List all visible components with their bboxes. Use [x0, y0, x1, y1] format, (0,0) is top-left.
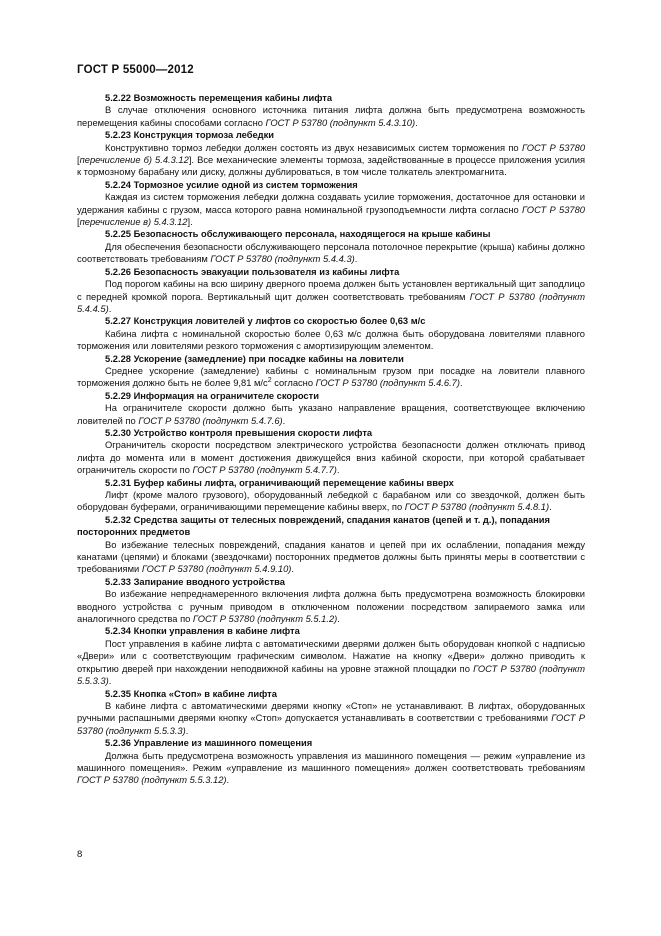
text-run: ]. Все механические элементы тормоза, задействованные в процессе приложения усилия к тормозному барабану или диску, должны дублироваться, в том числе толкатель электромагнита.	[77, 155, 586, 178]
section-heading: 5.2.36 Управление из машинного помещения	[105, 738, 313, 749]
text-run: .	[185, 725, 189, 736]
standard-reference: ГОСТ Р 53780 (подпункт 5.4.4.3)	[210, 254, 355, 265]
section-heading: 5.2.31 Буфер кабины лифта, ограничивающий перемещение кабины вверх	[105, 477, 454, 488]
section-paragraph	[77, 241, 585, 266]
text-run: .	[282, 415, 286, 426]
text-run: .	[291, 564, 295, 575]
section-paragraph	[77, 489, 585, 514]
page-number: 8	[77, 849, 83, 860]
standard-reference: перечисление б) 5.4.3.12	[79, 155, 189, 166]
text-run: Под порогом кабины на всю ширину дверного проема должен быть установлен вертикальный щит заподлицо с передней кромкой порога. Вертикальный щит должен соответствовать требованиям	[77, 279, 585, 302]
text-run: согласно	[271, 378, 316, 389]
section-paragraph	[77, 588, 585, 625]
section-heading: 5.2.32 Средства защиты от телесных повреждений, спадания канатов (цепей и т. д.), попадания посторонних предметов	[77, 514, 550, 538]
section	[77, 576, 585, 626]
text-run: Конструктивно тормоз лебедки должен состоять из двух независимых систем торможения по	[105, 142, 522, 153]
section-heading: 5.2.33 Запирание вводного устройства	[105, 576, 285, 587]
section	[77, 737, 585, 787]
standard-reference: ГОСТ Р 53780 (подпункт 5.4.8.1)	[404, 502, 550, 513]
standard-reference: ГОСТ Р 53780	[522, 204, 585, 215]
section-heading: 5.2.26 Безопасность эвакуации пользователя из кабины лифта	[105, 266, 400, 277]
section-paragraph	[77, 700, 585, 737]
text-run: Во избежание непреднамеренного включения лифта должна быть предусмотрена возможность блокировки вводного устройства с ручным приводом в отключенном положении посредством запираемого замка или аналогичного средства по	[77, 589, 585, 625]
text-run: ].	[187, 217, 193, 228]
section-heading: 5.2.22 Возможность перемещения кабины лифта	[105, 93, 333, 103]
section	[77, 514, 585, 576]
text-run: Для обеспечения безопасности обслуживающего персонала потолочное перекрытие (крыша) кабины должно соответствовать требованиям	[77, 241, 585, 265]
standard-reference: ГОСТ Р 53780 (подпункт 5.4.4.5)	[77, 291, 585, 314]
section	[77, 427, 585, 477]
section	[77, 625, 585, 687]
section-paragraph	[77, 191, 585, 228]
section	[77, 92, 585, 129]
text-run: .	[415, 117, 418, 128]
text-run: .	[108, 676, 112, 687]
section-heading: 5.2.35 Кнопка «Стоп» в кабине лифта	[105, 688, 277, 699]
text-run: Кабина лифта с номинальной скоростью более 0,63 м/с должна быть оборудована ловителями плавного торможения или ловителями резкого торможения с амортизирующим элементом.	[77, 328, 585, 352]
text-run: .	[337, 614, 340, 625]
text-run: Пост управления в кабине лифта с автоматическими дверями должен быть оборудован кнопкой с надписью «Двери» или с соответствующим графическим символом. Нажатие на кнопку «Двери» должно приводить к открытию дверей при нахождении неподвижной кабины на уровне этажной площадки по	[77, 638, 585, 674]
standard-reference: ГОСТ Р 53780 (подпункт 5.5.3.3)	[77, 713, 586, 736]
superscript: 2	[267, 377, 272, 385]
section-paragraph	[77, 638, 585, 688]
standard-reference: ГОСТ Р 53780 (подпункт 5.5.3.3)	[77, 663, 586, 687]
section	[77, 179, 585, 229]
standard-reference: ГОСТ Р 53780 (подпункт 5.5.1.2)	[192, 614, 338, 625]
section	[77, 353, 585, 390]
section	[77, 688, 585, 738]
section-heading: 5.2.29 Информация на ограничителе скорости	[105, 390, 319, 401]
standard-reference: ГОСТ Р 53780 (подпункт 5.4.9.10)	[141, 564, 292, 575]
section-paragraph	[77, 278, 585, 315]
text-run: .	[549, 502, 552, 513]
section	[77, 390, 585, 427]
section	[77, 477, 585, 514]
standard-reference: ГОСТ Р 53780 (подпункт 5.4.6.7)	[315, 378, 460, 389]
section-paragraph	[77, 750, 585, 787]
section-heading: 5.2.25 Безопасность обслуживающего персонала, находящегося на крыше кабины	[105, 229, 491, 240]
text-run: Каждая из систем торможения лебедки должна создавать усилие торможения, достаточное для остановки и удержания кабины с грузом, масса которого равна номинальной грузоподъемности лифта согласно	[77, 192, 585, 215]
section-heading: 5.2.27 Конструкция ловителей у лифтов со скоростью более 0,63 м/с	[105, 316, 426, 327]
text-run: Ограничитель скорости посредством электрического устройства безопасности должен отключать привод лифта до момента или в момент достижения движущейся вниз кабиной скорости, при которой срабатывает ограничитель скорости по	[77, 440, 585, 476]
section	[77, 228, 585, 265]
text-run: .	[336, 465, 340, 476]
section-heading: 5.2.24 Тормозное усилие одной из систем торможения	[105, 179, 358, 190]
section-paragraph	[77, 104, 585, 129]
section-heading: 5.2.28 Ускорение (замедление) при посадке кабины на ловители	[105, 353, 404, 364]
section-heading: 5.2.23 Конструкция тормоза лебедки	[105, 130, 275, 141]
section-paragraph	[77, 142, 585, 179]
standard-reference: ГОСТ Р 53780 (подпункт 5.4.7.6)	[138, 415, 283, 426]
section	[77, 315, 585, 352]
text-run: В кабине лифта с автоматическими дверями кнопку «Стоп» не устанавливают. В лифтах, оборудованных ручными распашными дверями кнопку «Стоп» допускается устанавливать в соответствии с требованиями	[77, 700, 585, 724]
section	[77, 129, 585, 179]
text-run: [	[77, 155, 80, 166]
section-paragraph	[77, 539, 585, 576]
text-run: .	[354, 254, 358, 265]
standard-reference: ГОСТ Р 53780	[521, 142, 586, 153]
text-run: Лифт (кроме малого грузового), оборудованный лебедкой с барабаном или со звездочкой, должен быть оборудован буферами, ограничивающими перемещение кабины вверх, по	[77, 490, 585, 513]
standard-reference: ГОСТ Р 53780 (подпункт 5.4.7.7)	[192, 465, 337, 476]
text-run: Среднее ускорение (замедление) кабины с номинальным грузом при посадке на ловители плавного торможения должно быть не более 9,81 м/с	[77, 365, 585, 389]
text-run: Должна быть предусмотрена возможность управления из машинного помещения — режим «управление из машинного помещения». Режим «управление из машинного помещения» должен соответствовать требованиям	[77, 750, 585, 773]
section-paragraph	[77, 439, 585, 476]
standard-reference: перечисление в) 5.4.3.12	[79, 217, 188, 228]
standard-reference: ГОСТ Р 53780 (подпункт 5.5.3.12)	[77, 775, 227, 786]
document-body	[77, 92, 585, 787]
text-run: Во избежание телесных повреждений, спадания канатов и цепей при их ослаблении, попадания между канатами (цепями) и блоками (звездочками) посторонних предметов должны быть приняты меры в соответствии с требованиями	[77, 539, 585, 575]
section-heading: 5.2.30 Устройство контроля превышения скорости лифта	[105, 427, 373, 438]
text-run: .	[226, 775, 230, 786]
text-run: В случае отключения основного источника питания лифта должна быть предусмотрена возможность перемещения кабины способами согласно	[77, 105, 585, 128]
section-paragraph	[77, 402, 585, 427]
section	[77, 266, 585, 316]
standard-reference: ГОСТ Р 53780 (подпункт 5.4.3.10)	[265, 117, 416, 128]
section-heading: 5.2.34 Кнопки управления в кабине лифта	[105, 626, 300, 637]
section-paragraph	[77, 365, 585, 390]
text-run: .	[108, 303, 112, 314]
text-run: [	[77, 217, 80, 228]
text-run: .	[459, 378, 463, 389]
document-header: ГОСТ Р 55000—2012	[77, 64, 194, 76]
text-run: На ограничителе скорости должно быть указано направление вращения, соответствующее включению ловителей по	[77, 403, 585, 426]
section-paragraph	[77, 328, 585, 353]
